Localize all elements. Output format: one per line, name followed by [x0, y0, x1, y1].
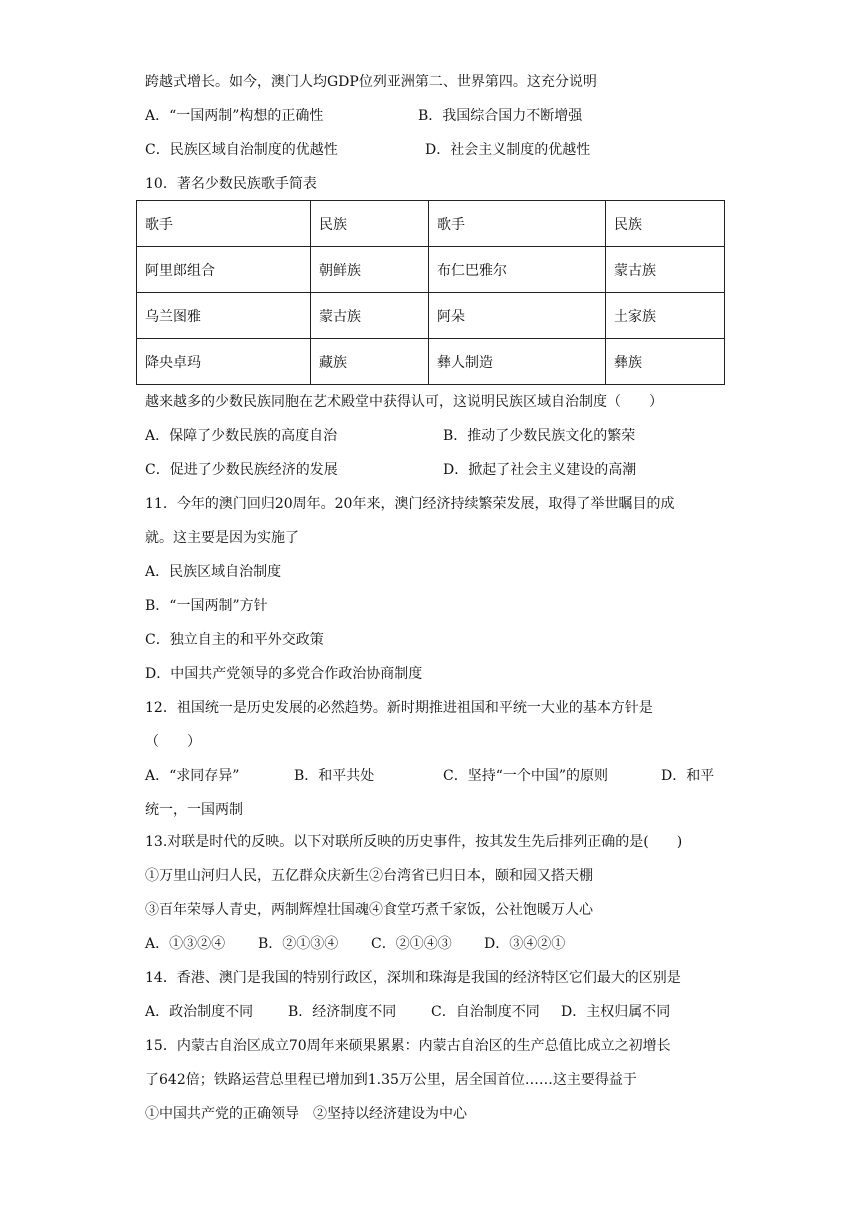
- table-cell: 蒙古族: [606, 247, 725, 293]
- q10-option-d: D．掀起了社会主义建设的高潮: [443, 462, 637, 478]
- q11-option-c: C．独立自主的和平外交政策: [145, 632, 324, 648]
- table-cell: 藏族: [311, 339, 429, 385]
- q14-option-b: B．经济制度不同: [288, 1004, 397, 1020]
- q9-option-c: C．民族区域自治制度的优越性: [145, 142, 338, 158]
- q10-title: 10．著名少数民族歌手简表: [145, 176, 317, 192]
- table-header-cell: 民族: [606, 201, 725, 247]
- table-cell: 乌兰图雅: [137, 293, 311, 339]
- q9-option-b: B．我国综合国力不断增强: [418, 108, 583, 124]
- q9-stem-tail: 跨越式增长。如今，澳门人均GDP位列亚洲第二、世界第四。这充分说明: [145, 74, 597, 90]
- q13-option-d: D．③④②①: [484, 936, 566, 952]
- table-cell: 布仁巴雅尔: [429, 247, 606, 293]
- table-row: [137, 293, 725, 339]
- q13-option-b: B．②①③④: [258, 936, 339, 952]
- q10-option-a: A．保障了少数民族的高度自治: [145, 428, 338, 444]
- q13-couplet-line2: ③百年荣辱人青史，两制辉煌壮国魂④食堂巧煮千家饭，公社饱暖万人心: [145, 902, 593, 918]
- q13-option-c: C．②①④③: [371, 936, 452, 952]
- q12-option-a: A．“求同存异”: [145, 768, 240, 784]
- table-row: [137, 247, 725, 293]
- q14-option-c: C．自治制度不同: [431, 1004, 540, 1020]
- singers-table: [136, 200, 725, 385]
- q15-items-line: ①中国共产党的正确领导 ②坚持以经济建设为中心: [145, 1106, 467, 1122]
- q13-stem: 13.对联是时代的反映。以下对联所反映的历史事件，按其发生先后排列正确的是( ): [145, 834, 683, 850]
- q11-stem-line2: 就。这主要是因为实施了: [145, 530, 299, 546]
- table-cell: 阿朵: [429, 293, 606, 339]
- q10-stem: 越来越多的少数民族同胞在艺术殿堂中获得认可，这说明民族区域自治制度（ ）: [145, 394, 663, 410]
- q10-option-c: C．促进了少数民族经济的发展: [145, 462, 338, 478]
- q14-option-d: D．主权归属不同: [561, 1004, 671, 1020]
- q12-option-b: B．和平共处: [294, 768, 375, 784]
- table-header-cell: 歌手: [429, 201, 606, 247]
- q14-option-a: A．政治制度不同: [145, 1004, 254, 1020]
- table-header-cell: 民族: [311, 201, 429, 247]
- q11-option-b: B．“一国两制”方针: [145, 598, 268, 614]
- q12-option-c: C．坚持“一个中国”的原则: [443, 768, 609, 784]
- table-cell: 朝鲜族: [311, 247, 429, 293]
- q14-stem: 14．香港、澳门是我国的特别行政区，深圳和珠海是我国的经济特区它们最大的区别是: [145, 970, 681, 986]
- table-cell: 蒙古族: [311, 293, 429, 339]
- q12-option-d-wrap: 统一，一国两制: [145, 802, 243, 818]
- q13-couplet-line1: ①万里山河归人民，五亿群众庆新生②台湾省已归日本，颐和园又搭天棚: [145, 868, 593, 884]
- table-row: [137, 339, 725, 385]
- table-cell: 降央卓玛: [137, 339, 311, 385]
- table-header-cell: 歌手: [137, 201, 311, 247]
- q13-option-a: A．①③②④: [145, 936, 226, 952]
- q9-option-a: A．“一国两制”构想的正确性: [145, 108, 324, 124]
- q12-stem-line2: （ ）: [145, 734, 201, 750]
- table-cell: 彝族: [606, 339, 725, 385]
- q15-stem-line2: 了642倍；铁路运营总里程已增加到1.35万公里，居全国首位……这主要得益于: [145, 1072, 637, 1088]
- q12-option-d: D．和平: [661, 768, 715, 784]
- q11-stem-line1: 11．今年的澳门回归20周年。20年来，澳门经济持续繁荣发展，取得了举世瞩目的成: [145, 496, 675, 512]
- table-cell: 彝人制造: [429, 339, 606, 385]
- q10-option-b: B．推动了少数民族文化的繁荣: [443, 428, 636, 444]
- table-header-row: [137, 201, 725, 247]
- q11-option-d: D．中国共产党领导的多党合作政治协商制度: [145, 666, 423, 682]
- q12-stem-line1: 12．祖国统一是历史发展的必然趋势。新时期推进祖国和平统一大业的基本方针是: [145, 700, 653, 716]
- q15-stem-line1: 15．内蒙古自治区成立70周年来硕果累累：内蒙古自治区的生产总值比成立之初增长: [145, 1038, 671, 1054]
- q9-option-d: D．社会主义制度的优越性: [425, 142, 591, 158]
- table-cell: 阿里郎组合: [137, 247, 311, 293]
- table-cell: 土家族: [606, 293, 725, 339]
- q11-option-a: A．民族区域自治制度: [145, 564, 282, 580]
